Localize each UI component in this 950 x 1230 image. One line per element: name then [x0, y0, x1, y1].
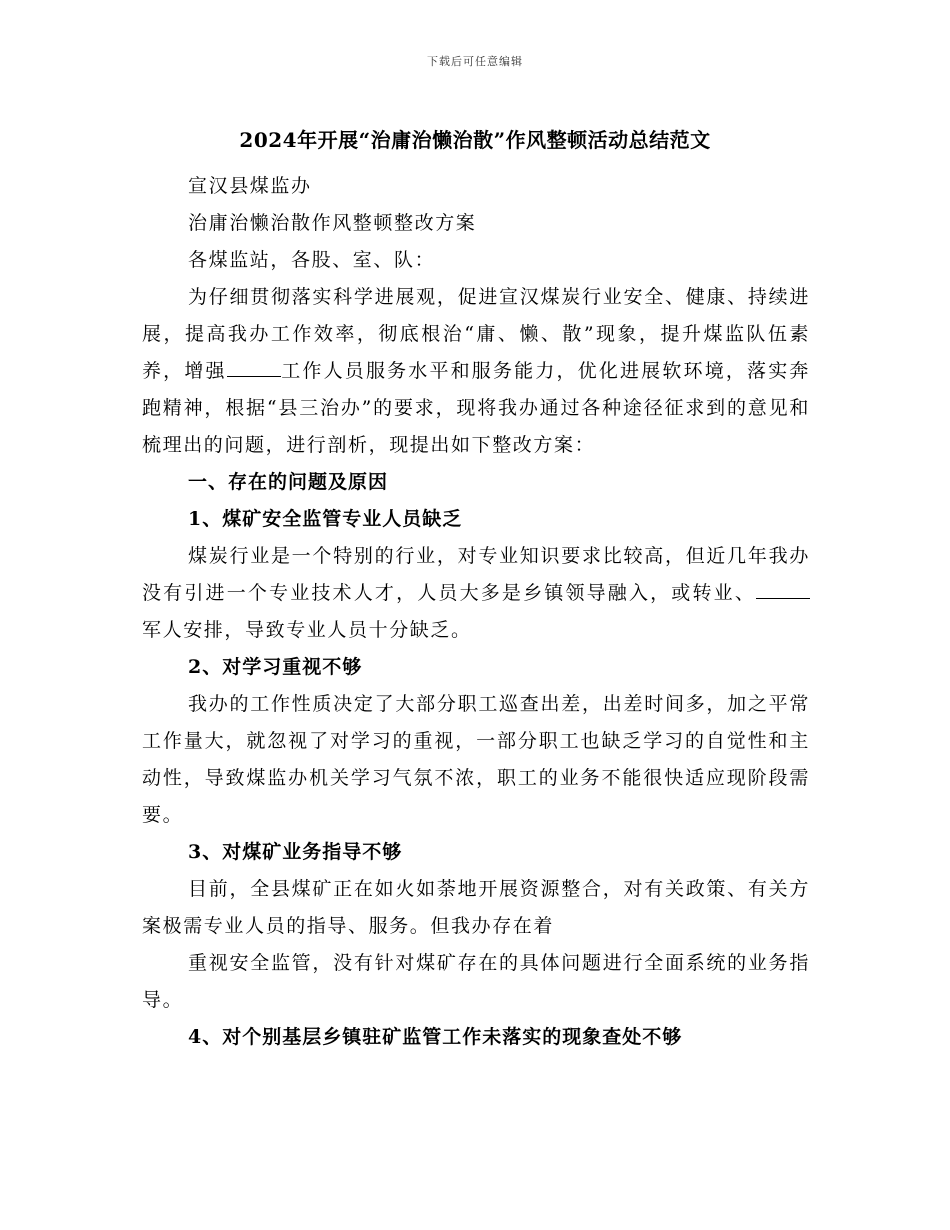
item-heading-4: 4、对个别基层乡镇驻矿监管工作未落实的现象查处不够	[188, 1026, 683, 1048]
item3-paragraph-b: 重视安全监管，没有针对煤矿存在的具体问题进行全面系统的业务指导。	[142, 952, 810, 1011]
document-title: 2024年开展“治庸治懒治散”作风整顿活动总结范文	[239, 128, 711, 152]
intro-paragraph	[142, 279, 810, 464]
section-heading-1: 一、存在的问题及原因	[188, 471, 389, 493]
item1-part-a: 煤炭行业是一个特别的行业，对专业知识要求比较高，但近几年我办没有引进一个专业技术人才，人员大多是乡镇领导融入，或转业、	[142, 545, 810, 604]
fill-blank	[756, 597, 810, 599]
addressee-line: 各煤监站，各股、室、队：	[188, 249, 436, 271]
plan-title-line: 治庸治懒治散作风整顿整改方案	[188, 212, 477, 234]
item3-paragraph-a: 目前，全县煤矿正在如火如荼地开展资源整合，对有关政策、有关方案极需专业人员的指导、服务。但我办存在着	[142, 878, 810, 937]
fill-blank	[227, 375, 281, 377]
item-heading-3: 3、对煤矿业务指导不够	[188, 841, 403, 863]
org-line: 宣汉县煤监办	[188, 175, 312, 197]
item-heading-2: 2、对学习重视不够	[188, 656, 363, 678]
item2-paragraph: 我办的工作性质决定了大部分职工巡查出差，出差时间多，加之平常工作量大，就忽视了对学习的重视，一部分职工也缺乏学习的自觉性和主动性，导致煤监办机关学习气氛不浓，职工的业务不能很快适应现阶段需要。	[142, 693, 810, 826]
document-body	[142, 168, 810, 1056]
item1-paragraph	[142, 538, 810, 649]
item1-part-b: 军人安排，导致专业人员十分缺乏。	[142, 619, 472, 641]
item-heading-1: 1、煤矿安全监管专业人员缺乏	[188, 508, 463, 530]
header-note: 下载后可任意编辑	[427, 55, 523, 68]
intro-part-a: 为仔细贯彻落实科学进展观，促进宣汉煤炭行业安全、健康、持续进展，提高我办工作效率，彻底根治“庸、懒、散”现象，提升煤监队伍素养，增强	[142, 286, 810, 382]
intro-part-b: 工作人员服务水平和服务能力，优化进展软环境，落实奔跑精神，根据“县三治办”的要求，现将我办通过各种途径征求到的意见和梳理出的问题，进行剖析，现提出如下整改方案：	[142, 360, 810, 456]
